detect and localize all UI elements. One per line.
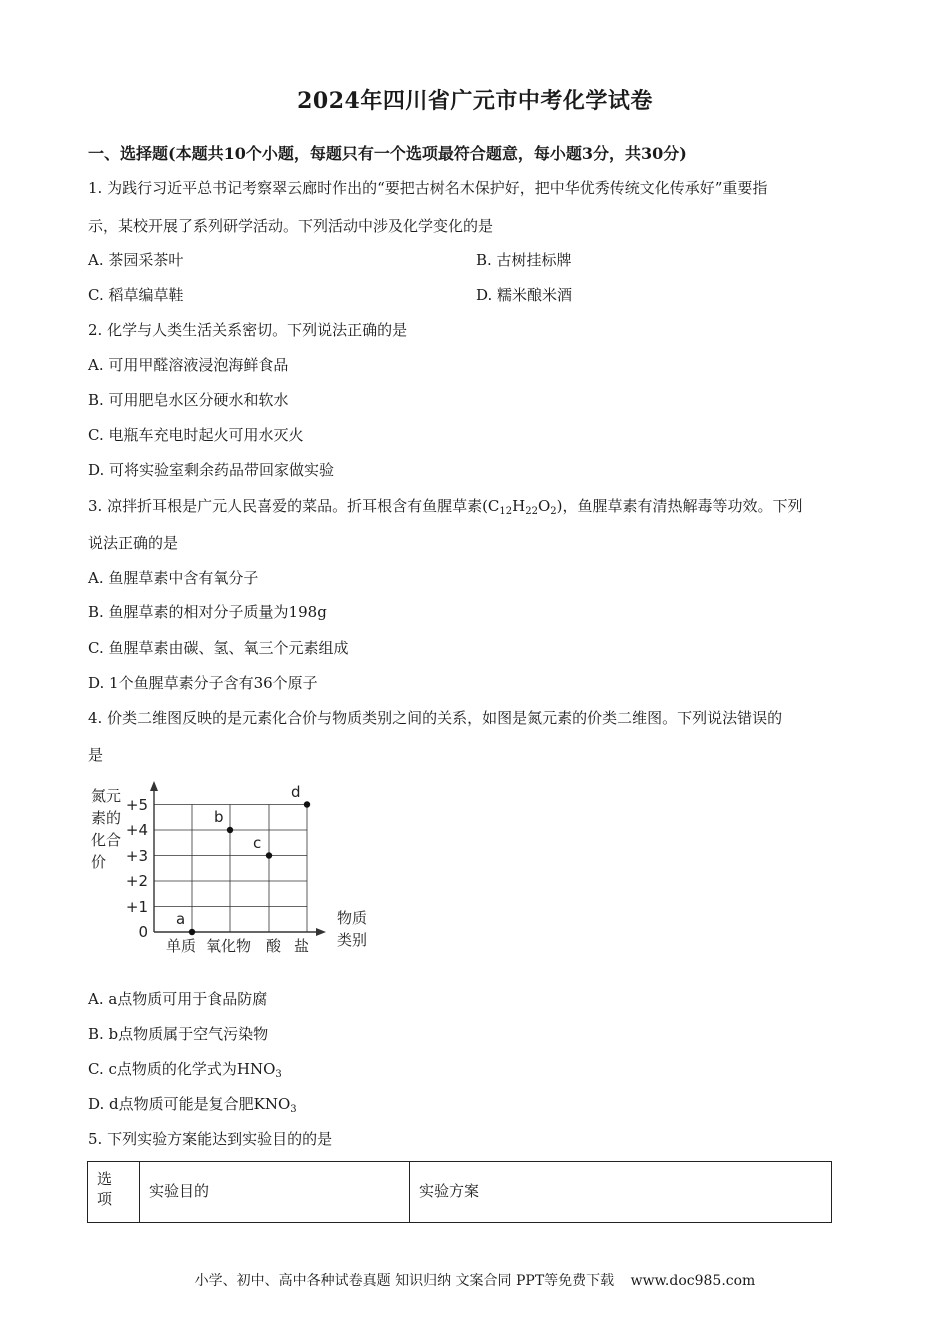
- x-axis-label: 物质: [337, 909, 368, 927]
- table-divider: [139, 1162, 140, 1222]
- point-label-a: a: [176, 910, 186, 928]
- point-label-c: c: [253, 833, 262, 852]
- y-tick-label: +5: [125, 795, 148, 814]
- q1-stem-line1: 1. 为践行习近平总书记考察翠云廊时作出的“要把古树名木保护好，把中华优秀传统文化传承好”重要指: [88, 179, 768, 197]
- y-tick-label: +2: [125, 872, 148, 890]
- footer-text: 小学、初中、高中各种试卷真题 知识归纳 文案合同 PPT等免费下载: [194, 1273, 615, 1289]
- page-footer: [0, 1270, 950, 1290]
- y-axis-label: 价: [91, 853, 107, 871]
- x-category-label: 单质: [166, 937, 197, 955]
- q4-option-b: B. b点物质属于空气污染物: [88, 1025, 269, 1043]
- y-axis-arrow-icon: [150, 781, 158, 791]
- page-title: 2024年四川省广元市中考化学试卷: [297, 88, 653, 114]
- q4-option-d: [88, 1094, 297, 1114]
- q4-stem-line1: 4. 价类二维图反映的是元素化合价与物质类别之间的关系，如图是氮元素的价类二维图。下列说法错误的: [88, 709, 783, 727]
- y-axis-label: 素的: [91, 809, 122, 827]
- valence-category-chart: [88, 777, 388, 967]
- x-category-label: 酸: [266, 937, 282, 955]
- subscript: 2: [550, 506, 557, 517]
- q1-option-d: D. 糯米酿米酒: [476, 286, 573, 304]
- footer-url: www.doc985.com: [630, 1273, 756, 1289]
- q3-option-c: C. 鱼腥草素由碳、氢、氧三个元素组成: [88, 639, 349, 657]
- q2-option-c: C. 电瓶车充电时起火可用水灭火: [88, 426, 304, 444]
- q1-option-a: A. 茶园采茶叶: [88, 251, 184, 269]
- y-axis-label: 化合: [91, 831, 122, 849]
- table-header-method: 实验方案: [419, 1182, 480, 1200]
- x-category-label: 氧化物: [206, 937, 252, 955]
- table-header-option: 选 项: [97, 1170, 113, 1208]
- point-label-d: d: [291, 782, 301, 801]
- subscript: 22: [525, 506, 538, 517]
- subscript: 12: [499, 506, 513, 517]
- q3-option-a: A. 鱼腥草素中含有氧分子: [88, 569, 259, 587]
- x-axis-label: 类别: [337, 931, 368, 949]
- y-tick-label: +4: [125, 821, 148, 839]
- chart-points: [189, 801, 310, 935]
- q1-option-b: B. 古树挂标牌: [476, 251, 572, 269]
- q3-option-d: D. 1个鱼腥草素分子含有36个原子: [88, 674, 318, 692]
- q3-stem-part: )，鱼腥草素有清热解毒等功效。下列: [556, 497, 803, 515]
- q3-stem-line1: [88, 496, 803, 516]
- section-heading: 一、选择题(本题共10个小题，每题只有一个选项最符合题意，每小题3分，共30分): [88, 144, 687, 163]
- q4-stem-line2: 是: [88, 746, 104, 764]
- table-header-purpose: 实验目的: [149, 1182, 210, 1200]
- q4-option-a: A. a点物质可用于食品防腐: [88, 990, 268, 1008]
- option-text: D. d点物质可能是复合肥KNO: [88, 1095, 291, 1113]
- q3-stem-line2: 说法正确的是: [88, 534, 179, 552]
- q5-stem: 5. 下列实验方案能达到实验目的的是: [88, 1130, 333, 1148]
- y-axis-label: 氮元: [91, 787, 122, 805]
- q2-option-b: B. 可用肥皂水区分硬水和软水: [88, 391, 289, 409]
- x-category-label: 盐: [294, 937, 310, 955]
- subscript: 3: [290, 1104, 297, 1115]
- data-point-d: [304, 801, 310, 807]
- point-label-b: b: [214, 808, 224, 826]
- q2-option-d: D. 可将实验室剩余药品带回家做实验: [88, 461, 335, 479]
- q3-stem-part: 3. 凉拌折耳根是广元人民喜爱的菜品。折耳根含有鱼腥草素(C: [88, 497, 500, 515]
- y-tick-label: 0: [138, 923, 148, 941]
- q2-stem: 2. 化学与人类生活关系密切。下列说法正确的是: [88, 321, 408, 339]
- y-tick-label: +3: [125, 846, 148, 865]
- experiment-table: [87, 1161, 832, 1223]
- subscript: 3: [275, 1069, 282, 1080]
- q1-option-c: C. 稻草编草鞋: [88, 286, 184, 304]
- table-divider: [409, 1162, 410, 1222]
- q1-stem-line2: 示，某校开展了系列研学活动。下列活动中涉及化学变化的是: [88, 217, 494, 235]
- q3-stem-part: O: [537, 497, 551, 515]
- q4-option-c: [88, 1059, 282, 1079]
- x-axis-arrow-icon: [316, 928, 326, 936]
- data-point-a: [189, 929, 195, 935]
- option-text: C. c点物质的化学式为HNO: [88, 1060, 276, 1078]
- q3-option-b: B. 鱼腥草素的相对分子质量为198g: [88, 603, 327, 621]
- q2-option-a: A. 可用甲醛溶液浸泡海鲜食品: [88, 356, 289, 374]
- q3-stem-part: H: [512, 497, 526, 515]
- data-point-b: [227, 827, 233, 833]
- data-point-c: [266, 852, 272, 858]
- y-tick-label: +1: [125, 897, 148, 916]
